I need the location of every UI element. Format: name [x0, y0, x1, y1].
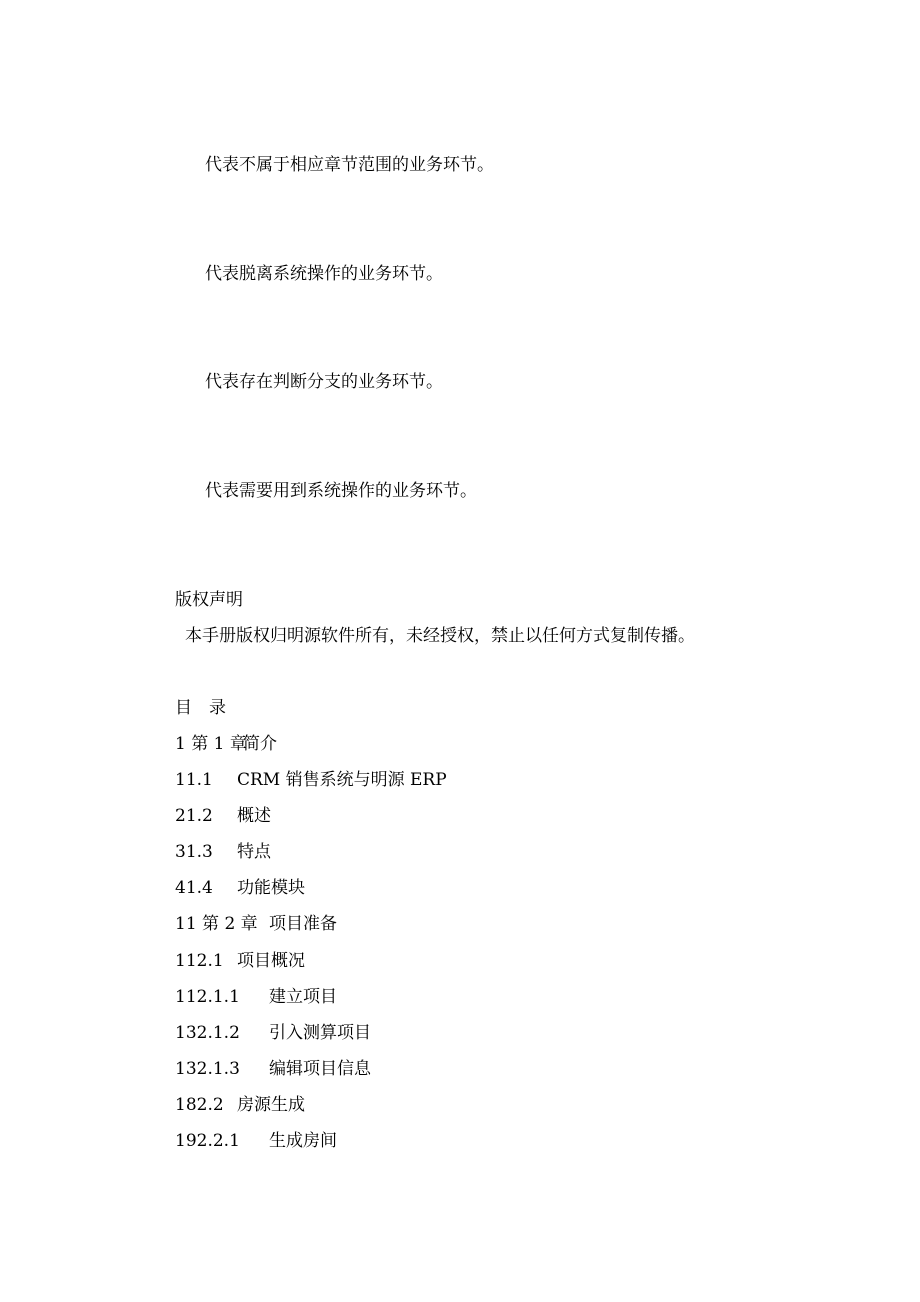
- toc-entry[interactable]: [175, 913, 337, 935]
- legend-item-offline-operation: 代表脱离系统操作的业务环节。: [205, 264, 443, 284]
- toc-entry[interactable]: [175, 877, 305, 899]
- toc-entry[interactable]: [175, 950, 305, 972]
- toc-entry-title: 房源生成: [237, 1095, 305, 1115]
- toc-entry-number: 11.1: [175, 770, 213, 790]
- toc-entry-number: 11 第 2 章: [175, 914, 258, 934]
- toc-entry-title: 特点: [237, 842, 271, 862]
- toc-entry[interactable]: [175, 733, 277, 755]
- toc-entry[interactable]: [175, 986, 337, 1008]
- legend-item-out-of-scope: 代表不属于相应章节范围的业务环节。: [205, 155, 494, 175]
- toc-entry-title: 生成房间: [269, 1131, 337, 1151]
- toc-entry-title: 项目概况: [237, 951, 305, 971]
- copyright-heading: 版权声明: [175, 590, 243, 610]
- toc-entry-title: 项目准备: [269, 914, 337, 934]
- toc-entry[interactable]: [175, 769, 447, 791]
- toc-entry-title: 建立项目: [269, 987, 337, 1007]
- toc-entry[interactable]: [175, 841, 271, 863]
- toc-entry-number: 192.2.1: [175, 1131, 240, 1151]
- toc-heading: 目 录: [175, 698, 226, 718]
- toc-entry[interactable]: [175, 1058, 371, 1080]
- toc-entry[interactable]: [175, 1022, 371, 1044]
- toc-entry[interactable]: [175, 1094, 305, 1116]
- toc-entry-number: 1 第 1 章: [175, 734, 247, 754]
- toc-entry-number: 41.4: [175, 878, 213, 898]
- toc-entry-number: 112.1.1: [175, 987, 240, 1007]
- toc-entry-title: 引入测算项目: [269, 1023, 371, 1043]
- toc-entry-title: 功能模块: [237, 878, 305, 898]
- toc-entry[interactable]: [175, 805, 271, 827]
- toc-entry-number: 21.2: [175, 806, 213, 826]
- toc-entry-number: 182.2: [175, 1095, 224, 1115]
- legend-item-system-operation: 代表需要用到系统操作的业务环节。: [205, 481, 477, 501]
- toc-entry-number: 132.1.3: [175, 1059, 240, 1079]
- legend-item-decision-branch: 代表存在判断分支的业务环节。: [205, 372, 443, 392]
- toc-entry-title: 简介: [243, 734, 277, 754]
- toc-entry-number: 112.1: [175, 951, 224, 971]
- toc-entry-number: 132.1.2: [175, 1023, 240, 1043]
- toc-entry-title: 概述: [237, 806, 271, 826]
- toc-entry-number: 31.3: [175, 842, 213, 862]
- copyright-text: 本手册版权归明源软件所有，未经授权，禁止以任何方式复制传播。: [185, 626, 695, 646]
- toc-entry-title: CRM 销售系统与明源 ERP: [237, 770, 447, 790]
- toc-entry[interactable]: [175, 1130, 337, 1152]
- toc-entry-title: 编辑项目信息: [269, 1059, 371, 1079]
